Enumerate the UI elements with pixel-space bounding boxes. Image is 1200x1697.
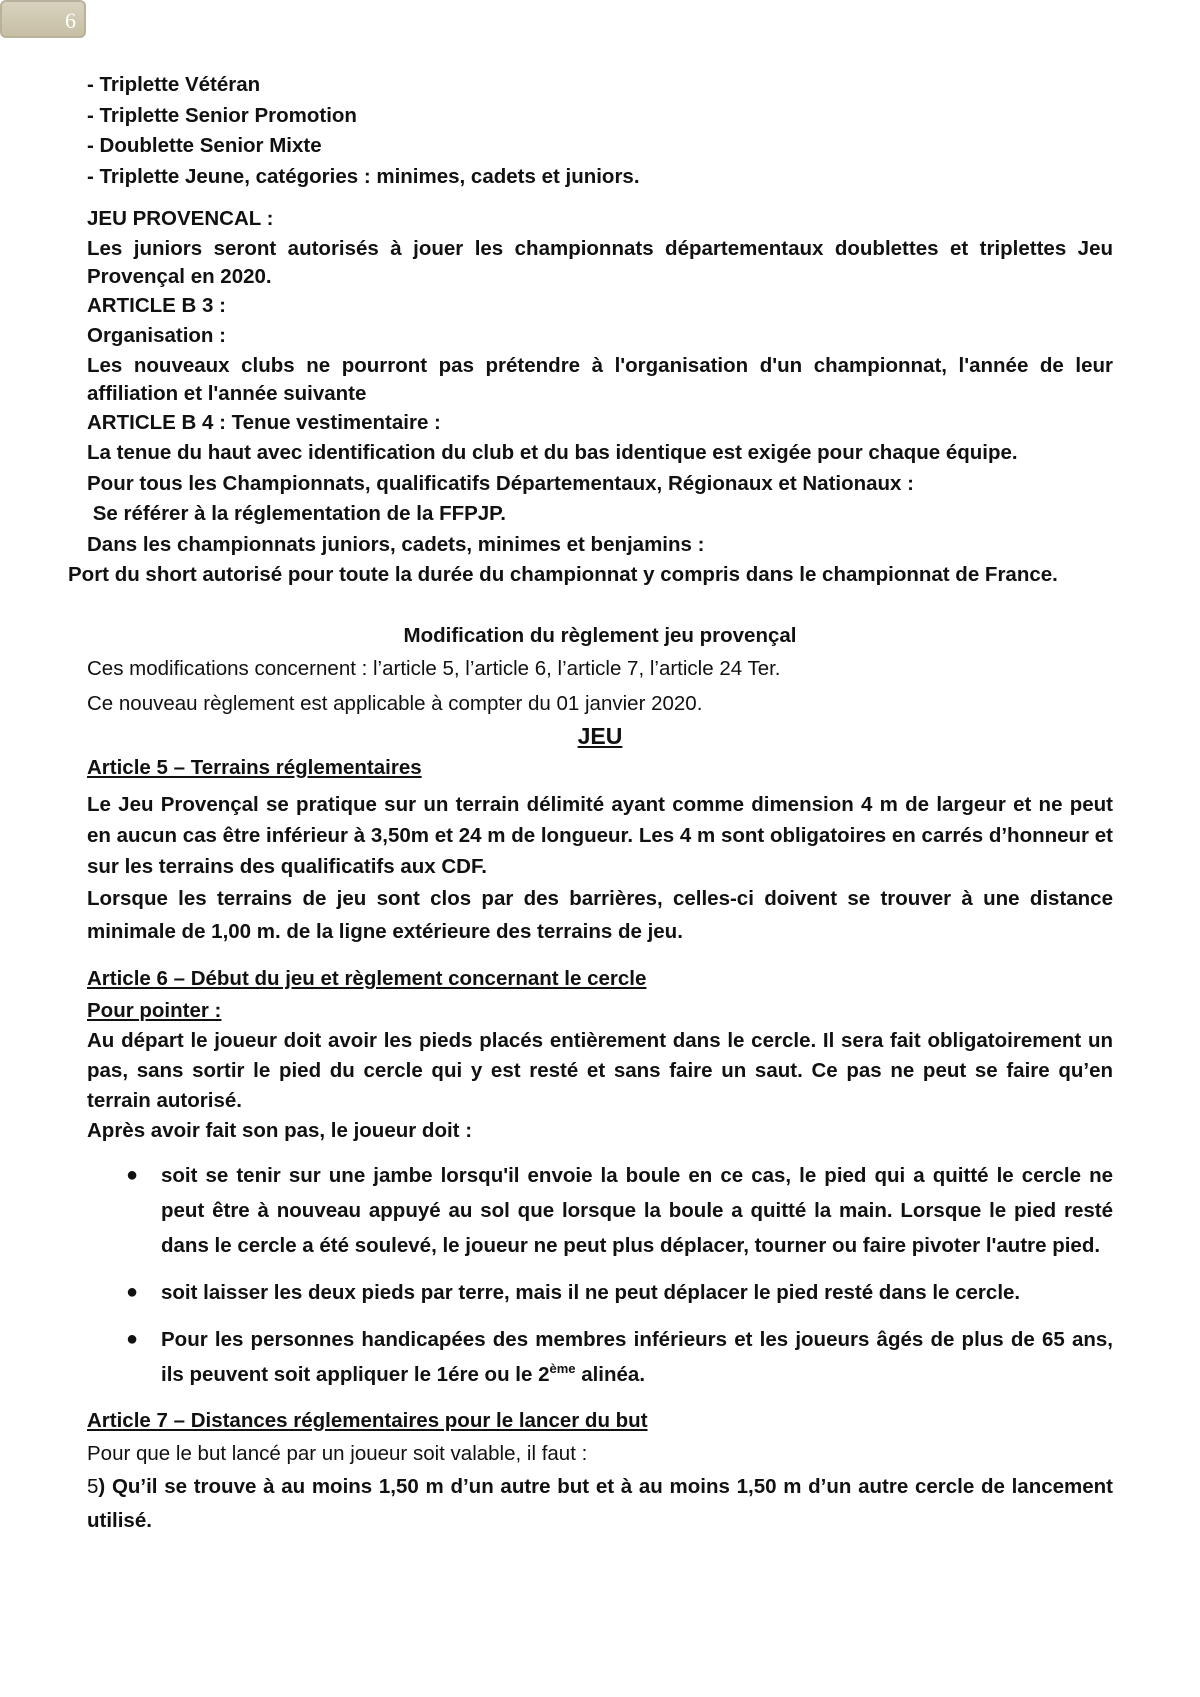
article-b3-heading: ARTICLE B 3 : [87, 293, 226, 317]
article-b3-text: Les nouveaux clubs ne pourront pas prétendre à l'organisation d'un championnat, l'année de leur affiliation et l'année suivante [87, 353, 1113, 405]
article-b4-line: Pour tous les Championnats, qualificatifs Départementaux, Régionaux et Nationaux : [87, 471, 914, 495]
jeu-provencal-heading: JEU PROVENCAL : [87, 207, 274, 230]
article-5-paragraph: Lorsque les terrains de jeu sont clos par des barrières, celles-ci doivent se trouver à une distance minimale de 1,00 m. de la ligne extérieure des terrains de jeu. [87, 887, 1113, 943]
article-b4-line: La tenue du haut avec identification du club et du bas identique est exigée pour chaque équipe. [87, 441, 1018, 464]
modification-line: Ce nouveau règlement est applicable à compter du 01 janvier 2020. [87, 692, 703, 715]
article-b4-line: Dans les championnats juniors, cadets, minimes et benjamins : [87, 532, 705, 556]
list-item: - Triplette Jeune, catégories : minimes, cadets et juniors. [87, 164, 640, 188]
list-item: - Doublette Senior Mixte [87, 134, 322, 157]
modification-line: Ces modifications concernent : l’article 5, l’article 6, l’article 7, l’article 24 Ter. [87, 657, 781, 680]
article-b4-heading: ARTICLE B 4 : Tenue vestimentaire : [87, 410, 441, 434]
article-6-bullet-list [87, 1158, 1113, 1392]
article-b4-line: Se référer à la réglementation de la FFPJP. [87, 502, 506, 525]
document-body [68, 70, 1113, 1538]
article-7-paragraph: Pour que le but lancé par un joueur soit valable, il faut : [87, 1442, 588, 1465]
page-number-badge [0, 0, 86, 38]
bullet-icon: ● [126, 1281, 139, 1303]
article-7-paragraph: 5) Qu’il se trouve à au moins 1,50 m d’un autre but et à au moins 1,50 m d’un autre cercle de lancement utilisé. [87, 1475, 1113, 1532]
modification-title: Modification du règlement jeu provençal [403, 623, 797, 647]
list-item: ● soit laisser les deux pieds par terre, mais il ne peut déplacer le pied resté dans le cercle. [161, 1275, 1113, 1310]
article-5-heading: Article 5 – Terrains réglementaires [87, 756, 422, 779]
bullet-icon: ● [126, 1164, 139, 1186]
jeu-provencal-text: Les juniors seront autorisés à jouer les championnats départementaux doublettes et triplettes Jeu Provençal en 2020. [87, 236, 1113, 288]
team-list [87, 70, 1113, 192]
article-b3-sub: Organisation : [87, 324, 226, 347]
list-item: ● soit se tenir sur une jambe lorsqu'il envoie la boule en ce cas, le pied qui a quitté le cercle ne peut être à nouveau appuyé au sol que lorsque la boule a quitté la main. Lorsque le pied resté dans le cercle a été soulevé, le joueur ne peut plus déplacer, tourner ou faire pivoter l'autre pied. [161, 1158, 1113, 1263]
bullet-icon: ● [126, 1328, 139, 1350]
article-b4-line: Port du short autorisé pour toute la durée du championnat y compris dans le championnat de France. [68, 563, 1058, 586]
article-6-sub: Pour pointer : [87, 999, 222, 1022]
jeu-heading: JEU [577, 723, 623, 749]
article-5-paragraph: Le Jeu Provençal se pratique sur un terrain délimité ayant comme dimension 4 m de largeur et ne peut en aucun cas être inférieur à 3,50m et 24 m de longueur. Les 4 m sont obligatoires en carrés d’honneur et sur les terrains des qualificatifs aux CDF. [87, 793, 1113, 878]
list-item: ● Pour les personnes handicapées des membres inférieurs et les joueurs âgés de plus de 65 ans, ils peuvent soit appliquer le 1ére ou le 2ème alinéa. [161, 1322, 1113, 1392]
article-6-paragraph: Après avoir fait son pas, le joueur doit : [87, 1119, 473, 1142]
article-7-heading: Article 7 – Distances réglementaires pour le lancer du but [87, 1409, 648, 1432]
page-number: 6 [65, 8, 76, 33]
article-6-paragraph: Au départ le joueur doit avoir les pieds placés entièrement dans le cercle. Il sera fait obligatoirement un pas, sans sortir le pied du cercle qui y est resté et sans faire un saut. Ce pas ne peut se faire qu’en terrain autorisé. [87, 1029, 1113, 1112]
article-6-heading: Article 6 – Début du jeu et règlement concernant le cercle [87, 967, 647, 990]
list-item: - Triplette Vétéran [87, 73, 261, 96]
list-item: - Triplette Senior Promotion [87, 103, 357, 127]
